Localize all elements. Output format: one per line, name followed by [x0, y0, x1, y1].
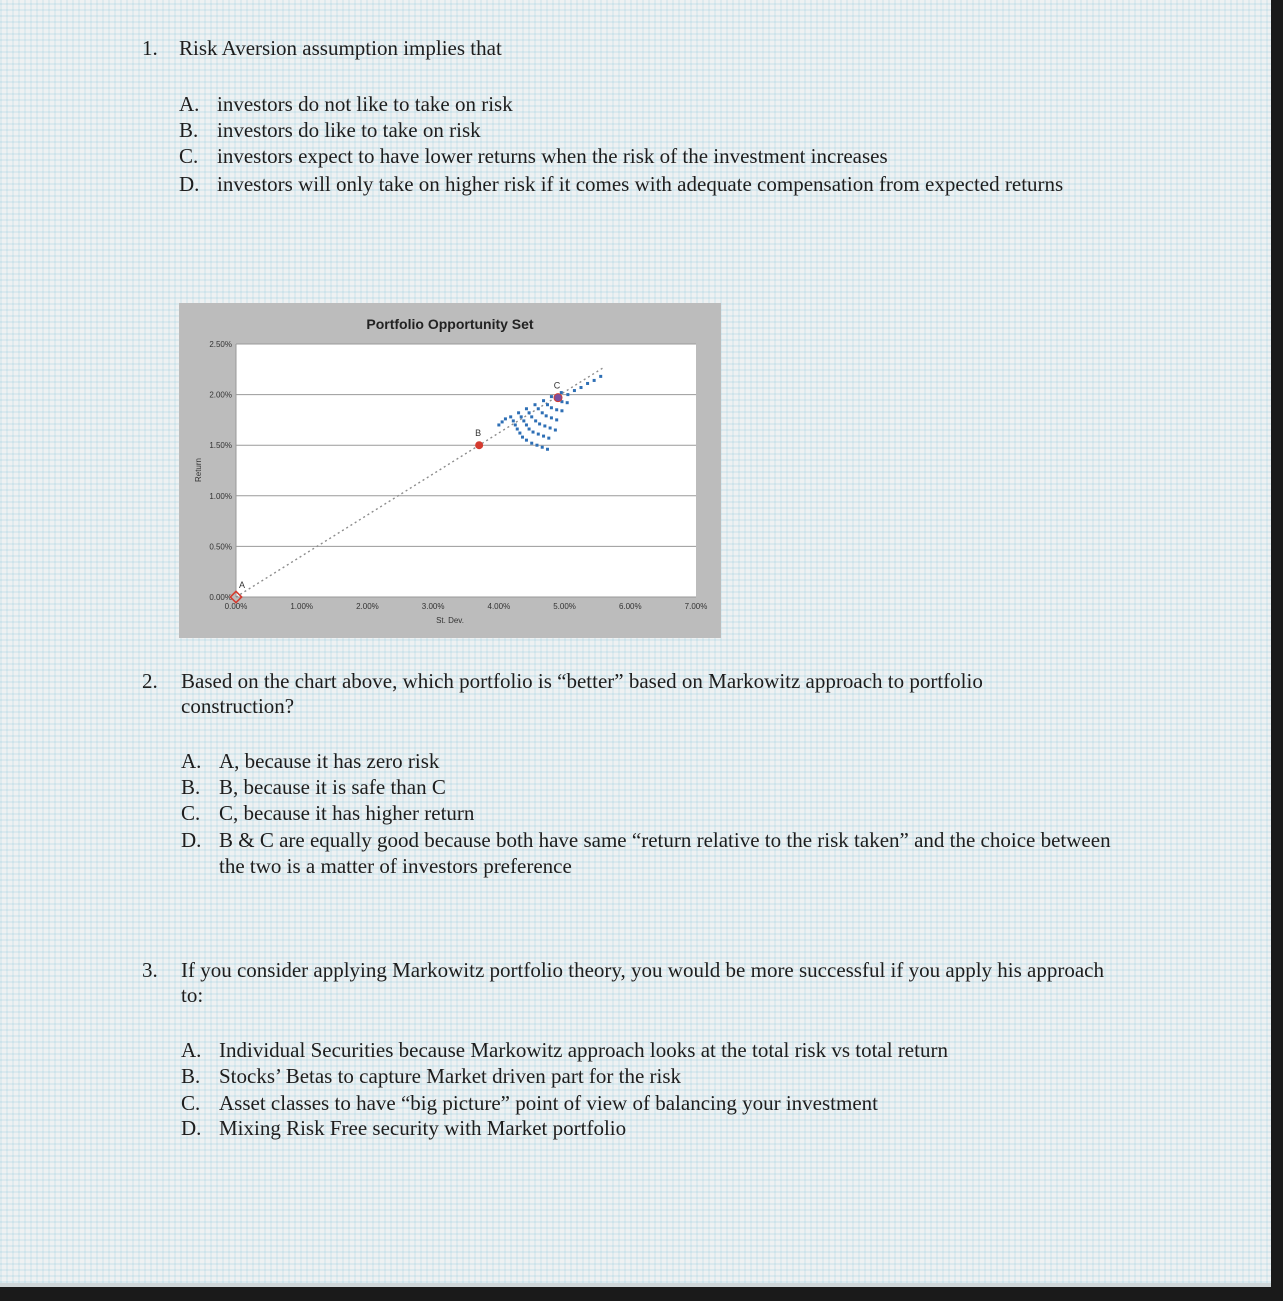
opportunity-set-point: [512, 419, 515, 422]
option-letter: B.: [181, 1064, 201, 1088]
opportunity-set-point: [573, 389, 576, 392]
question-3-option-c[interactable]: [181, 1090, 1116, 1116]
question-2-option-b[interactable]: [181, 774, 1116, 800]
opportunity-set-point: [525, 439, 528, 442]
option-letter: B.: [179, 118, 199, 142]
opportunity-set-point: [542, 399, 545, 402]
opportunity-set-point: [520, 415, 523, 418]
opportunity-set-point: [560, 409, 563, 412]
opportunity-set-point: [550, 395, 553, 398]
option-text: Individual Securities because Markowitz approach looks at the total risk vs total return: [219, 1038, 948, 1062]
x-tick-label: 7.00%: [684, 602, 708, 611]
opportunity-set-point: [514, 423, 517, 426]
opportunity-set-point: [535, 444, 538, 447]
opportunity-set-point: [549, 426, 552, 429]
question-1-option-c[interactable]: [179, 143, 1079, 169]
question-2-option-d[interactable]: [181, 827, 1116, 879]
opportunity-set-point: [538, 422, 541, 425]
portfolio-opportunity-set-chart: [179, 303, 721, 638]
question-3-option-a[interactable]: [181, 1037, 1116, 1063]
option-text: C, because it has higher return: [219, 801, 475, 825]
opportunity-set-point: [560, 391, 563, 394]
question-1-option-d[interactable]: [179, 171, 1079, 197]
option-letter: C.: [181, 801, 201, 825]
option-letter: B.: [181, 775, 201, 799]
opportunity-set-point: [542, 435, 545, 438]
y-tick-label: 0.50%: [209, 542, 232, 552]
question-1-number: 1.: [142, 36, 158, 60]
opportunity-set-point: [516, 428, 519, 431]
opportunity-set-point: [509, 415, 512, 418]
plot-area: [236, 344, 696, 597]
opportunity-set-point: [541, 411, 544, 414]
option-letter: D.: [181, 828, 202, 852]
chart-title: Portfolio Opportunity Set: [366, 316, 534, 332]
opportunity-set-point: [546, 403, 549, 406]
option-letter: D.: [181, 1116, 202, 1140]
opportunity-set-point: [530, 442, 533, 445]
option-text: A, because it has zero risk: [219, 749, 440, 773]
question-2-option-a[interactable]: [181, 748, 1116, 774]
opportunity-set-point: [504, 417, 507, 420]
opportunity-set-point: [497, 423, 500, 426]
opportunity-set-point: [528, 411, 531, 414]
x-tick-label: 6.00%: [618, 602, 642, 611]
question-2-option-c[interactable]: [181, 800, 1116, 826]
question-3-text: If you consider applying Markowitz portfolio theory, you would be more successful if you apply his approach to:: [181, 958, 1105, 1007]
x-tick-label: 0.00%: [224, 602, 248, 611]
opportunity-set-point: [555, 408, 558, 411]
opportunity-set-point: [541, 446, 544, 449]
option-text: Stocks’ Betas to capture Market driven part for the risk: [219, 1064, 682, 1088]
option-text: B & C are equally good because both have same “return relative to the risk taken” and the choice between the two is a matter of investors preference: [219, 828, 1111, 878]
opportunity-set-point: [593, 379, 596, 382]
question-1-option-a[interactable]: [179, 91, 1079, 117]
opportunity-set-point: [566, 401, 569, 404]
option-letter: C.: [179, 144, 199, 168]
point-c-marker: [554, 394, 562, 402]
opportunity-set-point: [546, 448, 549, 451]
opportunity-set-point: [554, 429, 557, 432]
question-1-option-b[interactable]: [179, 117, 1079, 143]
question-2-text: Based on the chart above, which portfolio is “better” based on Markowitz approach to portfolio construction?: [181, 669, 983, 718]
x-tick-label: 4.00%: [487, 602, 511, 611]
y-tick-labels: [209, 340, 232, 602]
question-3-number: 3.: [142, 958, 158, 982]
opportunity-set-point: [530, 415, 533, 418]
y-tick-label: 0.00%: [209, 593, 232, 602]
opportunity-set-point: [537, 433, 540, 436]
option-text: investors do not like to take on risk: [217, 92, 513, 116]
question-3-option-d[interactable]: [181, 1115, 1116, 1141]
opportunity-set-point: [525, 423, 528, 426]
x-tick-labels: [225, 602, 708, 611]
x-axis-label: St. Dev.: [436, 616, 464, 625]
y-tick-label: 2.50%: [209, 340, 232, 349]
x-tick-label: 5.00%: [553, 602, 576, 611]
x-tick-label: 1.00%: [290, 602, 314, 611]
monitor-bezel-bottom: [0, 1287, 1283, 1301]
opportunity-set-point: [555, 418, 558, 421]
opportunity-set-point: [545, 414, 548, 417]
opportunity-set-point: [532, 431, 535, 434]
option-text: B, because it is safe than C: [219, 775, 446, 799]
option-text: investors expect to have lower returns when the risk of the investment increases: [217, 144, 888, 168]
y-axis-label: Return: [194, 457, 203, 483]
option-letter: C.: [181, 1091, 201, 1115]
opportunity-set-point: [550, 406, 553, 409]
point-b-marker: [475, 441, 483, 449]
question-1-text: Risk Aversion assumption implies that: [179, 36, 502, 60]
option-letter: A.: [181, 1038, 202, 1062]
opportunity-set-point: [521, 436, 524, 439]
y-tick-label: 2.00%: [209, 390, 232, 400]
option-letter: A.: [179, 92, 200, 116]
opportunity-set-point: [547, 437, 550, 440]
opportunity-set-point: [534, 419, 537, 422]
x-tick-label: 2.00%: [356, 602, 379, 611]
point-label-a: A: [238, 580, 246, 590]
opportunity-set-point: [525, 407, 528, 410]
chart-svg: [179, 303, 721, 638]
option-text: Mixing Risk Free security with Market portfolio: [219, 1116, 627, 1140]
opportunity-set-point: [517, 411, 520, 414]
opportunity-set-point: [586, 382, 589, 385]
option-letter: A.: [181, 749, 202, 773]
opportunity-set-point: [501, 420, 504, 423]
question-3-option-b[interactable]: [181, 1063, 1116, 1089]
opportunity-set-point: [566, 393, 569, 396]
opportunity-set-point: [518, 432, 521, 435]
opportunity-set-point: [522, 419, 525, 422]
monitor-bezel-right: [1271, 0, 1283, 1301]
option-text: investors will only take on higher risk if it comes with adequate compensation from expected returns: [217, 172, 1064, 196]
opportunity-set-point: [550, 416, 553, 419]
y-tick-label: 1.00%: [209, 491, 232, 501]
option-text: Asset classes to have “big picture” point of view of balancing your investment: [219, 1091, 878, 1115]
opportunity-set-point: [543, 424, 546, 427]
opportunity-set-point: [599, 375, 602, 378]
point-label-b: B: [475, 428, 482, 439]
opportunity-set-point: [528, 428, 531, 431]
option-text: investors do like to take on risk: [217, 118, 481, 142]
x-tick-label: 3.00%: [421, 602, 445, 611]
question-2-number: 2.: [142, 669, 158, 693]
option-letter: D.: [179, 172, 200, 196]
y-tick-label: 1.50%: [209, 441, 232, 451]
opportunity-set-point: [534, 403, 537, 406]
opportunity-set-point: [580, 386, 583, 389]
point-label-c: C: [553, 380, 561, 391]
opportunity-set-point: [537, 407, 540, 410]
